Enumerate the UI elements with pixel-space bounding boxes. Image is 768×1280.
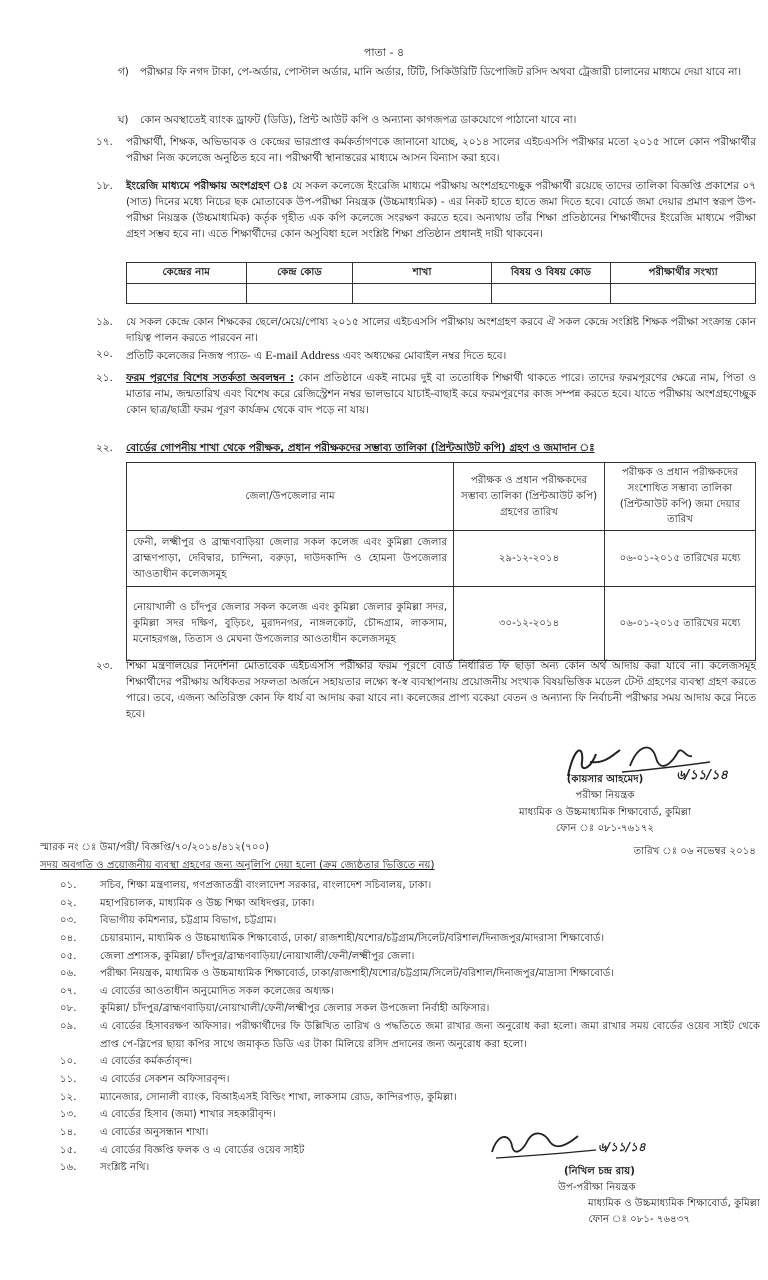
signer-name: (নিখিল চন্দ্র রায়) (564, 1166, 635, 1177)
signer-title: উপ-পরীক্ষা নিয়ন্ত্রক (558, 1182, 636, 1194)
english-medium-table-wrap (126, 262, 756, 304)
item-number: ২০. (96, 348, 113, 360)
item-text: পরীক্ষার্থী, শিক্ষক, অভিভাবক ও কেন্দ্রের ভারপ্রাপ্ত কর্মকর্তাগণকে জানানো যাচ্ছে, ২০১৪ সালের এইচএসসি পরীক্ষার মতো ২০১৫ সালে কোন পরীক্ষার্থীর পরীক্ষা নিজ কলেজে অনুষ্ঠিত হবে না। পরীক্ষার্থী স্থানান্তরের মাধ্যমে আসন বিন্যাস করা হবে। (126, 136, 756, 165)
list-item-number: ০৪. (60, 932, 77, 944)
item-title: ইংরেজি মাধ্যমে পরীক্ষায় অংশগ্রহণ ঃ (126, 180, 289, 192)
table-header: পরীক্ষক ও প্রধান পরীক্ষকদের সম্ভাব্য তালিকা (প্রিন্টআউট কপি) গ্রহণের তারিখ (454, 463, 605, 531)
signer-phone: ফোন ঃ ০৮১- ৭৬৪৩৭ (588, 1214, 690, 1226)
memo-date: তারিখ ঃ ০৬ নভেম্বর ২০১৪ (633, 846, 756, 857)
list-item-number: ০৬. (60, 968, 77, 980)
distribution-list (60, 877, 760, 1177)
table-cell (353, 283, 491, 303)
list-item (60, 965, 760, 983)
item-number: ২৩. (96, 660, 113, 672)
list-item-text: এ বোর্ডের কর্মকর্তাবৃন্দ। (100, 1056, 193, 1068)
item-text: শিক্ষা মন্ত্রণালয়ের নির্দেশনা মোতাবেক এইচএসসি পরীক্ষার ফরম পূরণে বোর্ড নির্ধারিত ফি ছাড়া অন্য কোন অর্থ আদায় করা যাবে না। কলেজসমূহ শিক্ষার্থীদের পরীক্ষায় অধিকতর সফলতা অর্জনে সহায়তার লক্ষ্যে স্ব-স্ব ব্যবস্থাপনায় প্রয়োজনীয় সংখ্যক বিষয়ভিত্তিক মডেল টেস্ট গ্রহণের ব্যবস্থা গ্রহণ করতে পারে। তবে, এজন্য অতিরিক্ত কোন ফি ধার্য বা আদায় করা যাবে না। কলেজের প্রাপ্য বকেয়া বেতন ও অন্যান্য ফি নির্বাচনী পরীক্ষার সময় আদায় করে নিতে হবে। (126, 660, 756, 721)
list-item (60, 1018, 760, 1053)
list-item-number: ০৮. (60, 1003, 77, 1015)
list-item-number: ১২. (60, 1091, 77, 1103)
signature-date: ৬/১১/১৪ (598, 1140, 646, 1154)
table-cell-district: নোয়াখালী ও চাঁদপুর জেলার সকল কলেজ এবং কুমিল্লা জেলার কুমিল্লা সদর, কুমিল্লা সদর দক্ষিণ, বুড়িচং, মুরাদনগর, নাঙ্গলকোট, চৌদ্দগ্রাম, লাকসাম, মনোহরগঞ্জ, তিতাস ও মেঘনা উপজেলার আওতাধীন কলেজসমূহ (127, 587, 454, 661)
table-header: কেন্দ্রের নাম (127, 263, 247, 284)
list-item (60, 1000, 760, 1018)
table-header: বিষয় ও বিষয় কোড (491, 263, 611, 284)
table-header: জেলা/উপজেলার নাম (127, 463, 454, 531)
signer-org: মাধ্যমিক ও উচ্চমাধ্যমিক শিক্ষাবোর্ড, কুমিল্লা (518, 806, 691, 818)
sub-item-gha (118, 112, 758, 128)
table-cell (127, 283, 247, 303)
list-item-text: পরীক্ষা নিয়ন্ত্রক, মাধ্যমিক ও উচ্চমাধ্যমিক শিক্ষাবোর্ড, ঢাকা/রাজশাহী/যশোর/চট্টগ্রাম/সিলেট/বরিশাল/দিনাজপুর/মাদ্রাসা শিক্ষাবোর্ড। (100, 968, 614, 980)
list-item-text: বিভাগীয় কমিশনার, চট্টগ্রাম বিভাগ, চট্টগ্রাম। (100, 915, 277, 927)
list-item-text: এ বোর্ডের সেকশন অফিসারবৃন্দ। (100, 1074, 230, 1086)
item-number: ১৮. (96, 180, 113, 192)
list-item-text: জেলা প্রশাসক, কুমিল্লা/ চাঁদপুর/ব্রাহ্মণবাড়িয়া/নোয়াখালী/ফেনী/লক্ষ্মীপুর জেলা। (100, 950, 415, 962)
item-number: ২১. (96, 372, 113, 384)
signer-org: মাধ্যমিক ও উচ্চমাধ্যমিক শিক্ষাবোর্ড, কুমিল্লা (587, 1198, 760, 1209)
sub-item-text: পরীক্ষার ফি নগদ টাকা, পে-অর্ডার, পোস্টাল অর্ডার, মানি অর্ডার, টিটি, সিকিউরিটি ডিপোজিট রসিদ অথবা ট্রেজারী চালানের মাধ্যমে দেয়া যাবে না। (140, 66, 742, 78)
list-item-text: সংশ্লিষ্ট নথি। (100, 1162, 150, 1174)
list-item-text: এ বোর্ডের অনুসন্ধান শাখা। (100, 1126, 209, 1138)
signer-title: পরীক্ষা নিয়ন্ত্রক (575, 790, 635, 802)
list-item (60, 912, 760, 930)
list-item-number: ১১. (60, 1074, 77, 1086)
list-item-number: ১৫. (60, 1144, 77, 1156)
item-title: বোর্ডের গোপনীয় শাখা থেকে পরীক্ষক, প্রধান পরীক্ষকদের সম্ভাব্য তালিকা (প্রিন্টআউট কপি) গ্রহণ ও জমাদান ঃ (126, 442, 595, 454)
list-item (60, 1089, 760, 1107)
list-item (60, 895, 760, 913)
list-item (60, 1053, 760, 1071)
item-19 (96, 314, 756, 346)
item-22 (96, 440, 756, 456)
list-item-number: ১৪. (60, 1126, 77, 1138)
table-cell (246, 283, 353, 303)
list-item-text: এ বোর্ডের হিসাব (জমা) শাখার সহকারীবৃন্দ। (100, 1109, 276, 1121)
list-item (60, 948, 760, 966)
memo-note: সদয় অবগতি ও প্রয়োজনীয় ব্যবস্থা গ্রহণের জন্য অনুলিপি দেয়া হলো (ক্রম জ্যেষ্ঠতার ভিত্তিতে নয়) (40, 860, 435, 871)
table-cell (611, 283, 756, 303)
list-item-text: ম্যানেজার, সোনালী ব্যাংক, বিআইএসই বিল্ডিং শাখা, লাকসাম রোড, কান্দিরপাড়, কুমিল্লা। (100, 1091, 457, 1103)
item-number: ১৭. (96, 136, 113, 148)
table-header: কেন্দ্র কোড (246, 263, 353, 284)
signer-block-2-org (490, 1196, 760, 1229)
table-cell (491, 283, 611, 303)
table-cell-submit-date: ০৬-০১-২০১৫ তারিখের মধ্যে (605, 531, 756, 587)
item-18 (96, 178, 756, 243)
table-header-row (127, 463, 756, 531)
table-cell-district: ফেনী, লক্ষ্মীপুর ও ব্রাহ্মণবাড়িয়া জেলার সকল কলেজ এবং কুমিল্লা জেলার ব্রাহ্মণপাড়া, দেবিদ্বার, চান্দিনা, বরুড়া, দাউদকান্দি ও হোমনা উপজেলার আওতাধীন কলেজসমূহ (127, 531, 454, 587)
memo-reference: স্মারক নং ঃ উমা/পরী/ বিজ্ঞপ্তি/৭০/২০১৪/৪১২(৭০০) (40, 842, 270, 853)
item-text: যে সকল কেন্দ্রে কোন শিক্ষকের ছেলে/মেয়ে/পোষ্য ২০১৫ সালের এইচএসসি পরীক্ষায় অংশগ্রহণ করবে ঐ সকল কেন্দ্রে সংশ্লিষ্ট শিক্ষক পরীক্ষা সংক্রান্ত কোন দায়িত্ব পালন করতে পারবেন না। (126, 316, 756, 345)
signature-date: ৬/১১/১৪ (676, 768, 728, 783)
sub-item-ga (118, 64, 758, 80)
list-item-number: ০৫. (60, 950, 77, 962)
item-paragraph (126, 346, 756, 365)
list-item-text: এ বোর্ডের হিসাবরক্ষণ অফিসার। পরীক্ষার্থীদের ফি উল্লিখিত তারিখ ও পদ্ধতিতে জমা রাখার জন্য অনুরোধ করা হলো। জমা রাখার সময় বোর্ডের ওয়েব সাইট থেকে প্রাপ্ত পে-স্লিপের ছায়া কপির সাথে জমাকৃত ডিডি এর টাকা মিলিয়ে রসিদ প্রদানের জন্য অনুরোধ করা হলো। (100, 1021, 760, 1050)
signer-name-line (450, 768, 760, 788)
item-paragraph (126, 370, 756, 418)
page-number: পাতা - ৪ (363, 46, 405, 59)
list-item (60, 1106, 760, 1124)
list-item-number: ০১. (60, 880, 77, 891)
list-item (60, 983, 760, 1001)
table-cell-receive-date: ২৯-১২-২০১৪ (454, 531, 605, 587)
item-17 (96, 134, 756, 166)
list-item-number: ০২. (60, 897, 77, 909)
item-text: কোন প্রতিষ্ঠানে একই নামের দুই বা ততোধিক শিক্ষার্থী থাকতে পারে। তাদের ফরমপূরণের ক্ষেত্রে নাম, পিতা ও মাতার নাম, জন্মতারিখ এবং বিশেষ করে রেজিস্ট্রেশন নম্বর ভালভাবে যাচাই-বাছাই করে ফরমপূরণের কাজ সম্পন্ন করতে হবে। যাতে পরীক্ষায় অংশগ্রহণেচ্ছুক কোন ছাত্র/ছাত্রী ফরম পূরণ কার্যক্রম থেকে বাদ পড়ে না যায়। (126, 372, 756, 417)
item-paragraph (126, 178, 756, 243)
list-item-number: ০৩. (60, 915, 77, 927)
list-item-text: এ বোর্ডের বিজ্ঞপ্তি ফলক ও এ বোর্ডের ওয়েব সাইট (100, 1144, 305, 1156)
list-item-number: ১৬. (60, 1162, 77, 1174)
list-item (60, 1142, 760, 1160)
examiner-table (126, 462, 756, 661)
signer-block-2 (546, 1164, 760, 1197)
item-21 (96, 370, 756, 418)
table-row (127, 587, 756, 661)
list-item-text: সচিব, শিক্ষা মন্ত্রণালয়, গণপ্রজাতন্ত্রী বাংলাদেশ সরকার, বাংলাদেশ সচিবালয়, ঢাকা। (100, 880, 432, 891)
english-medium-table (126, 262, 756, 304)
table-header: শাখা (353, 263, 491, 284)
sub-item-text: কোন অবস্থাতেই ব্যাংক ড্রাফট (ডিডি), প্রিন্ট আউট কপি ও অন্যান্য কাগজপত্র ডাকযোগে পাঠানো যাবে না। (140, 114, 577, 126)
table-row (127, 531, 756, 587)
table-header: পরীক্ষার্থীর সংখ্যা (611, 263, 756, 284)
signature-image (486, 1122, 606, 1168)
item-text: যে সকল কলেজে ইংরেজি মাধ্যমে পরীক্ষায় অংশগ্রহণেচ্ছুক পরীক্ষার্থী রয়েছে তাদের তালিকা বিজ্ঞপ্তি প্রকাশের ০৭ (সাত) দিনের মধ্যে নিচের ছক মোতাবেক উপ-পরীক্ষা নিয়ন্ত্রক (উচ্চমাধ্যমিক) - এর নিকট হাতে হাতে জমা দিতে হবে। বোর্ডে জমা দেয়ার প্রমাণ স্বরূপ উপ-পরীক্ষা নিয়ন্ত্রক (উচ্চমাধ্যমিক) কর্তৃক গৃহীত এক কপি কলেজে সংরক্ষণ করতে হবে। অন্যথায় তাঁর শিক্ষা প্রতিষ্ঠানের শিক্ষার্থীদের ইংরেজি মাধ্যমে পরীক্ষা গ্রহণ সম্ভব হবে না। এতে শিক্ষার্থীদের কোন অসুবিধা হলে সংশ্লিষ্ট শিক্ষা প্রতিষ্ঠান প্রধানই দায়ী থাকবেন। (126, 180, 756, 241)
table-header-row (127, 263, 756, 284)
list-item-number: ০৯. (60, 1021, 77, 1033)
item-text: এবং অধ্যক্ষের মোবাইল নম্বর দিতে হবে। (342, 350, 507, 362)
list-item-number: ১৩. (60, 1109, 77, 1121)
list-item-text: এ বোর্ডের আওতাধীন অনুমোদিত সকল কলেজের অধ্যক্ষ। (100, 985, 334, 997)
signer-phone: ফোন ঃ ০৮১-৭৬১৭২ (555, 822, 655, 834)
list-item-text: মহাপরিচালক, মাধ্যমিক ও উচ্চ শিক্ষা অধিদপ্তর, ঢাকা। (100, 897, 315, 909)
item-23 (96, 658, 756, 723)
table-cell-submit-date: ০৬-০১-২০১৫ তারিখের মধ্যে (605, 587, 756, 661)
memo-note-line (40, 858, 758, 874)
table-cell-receive-date: ৩০-১২-২০১৪ (454, 587, 605, 661)
sub-item-number: গ) (118, 66, 129, 78)
table-header: পরীক্ষক ও প্রধান পরীক্ষকদের সংশোধিত সম্ভাব্য তালিকা (প্রিন্টআউট কপি) জমা দেয়ার তারিখ (605, 463, 756, 531)
examiner-table-wrap (126, 462, 756, 661)
list-item-number: ১০. (60, 1056, 77, 1068)
list-item (60, 1071, 760, 1089)
item-number: ১৯. (96, 316, 113, 328)
item-number: ২২. (96, 442, 113, 454)
sub-item-number: ঘ) (118, 114, 129, 126)
table-row (127, 283, 756, 303)
signer-name: (কায়সার আহমেদ) (566, 774, 644, 785)
email-label: E-mail Address (265, 348, 340, 362)
signer-block-1 (450, 768, 760, 837)
list-item-text: কুমিল্লা/ চাঁদপুর/ব্রাহ্মণবাড়িয়া/নোয়াখালী/ফেনী/লক্ষ্মীপুর জেলার সকল উপজেলা নির্বাহী অফিসার। (100, 1003, 490, 1015)
item-title: ফরম পূরণের বিশেষ সতর্কতা অবলম্বন : (126, 372, 295, 384)
list-item (60, 1124, 760, 1142)
item-20 (96, 346, 756, 365)
item-text: প্রতিটি কলেজের নিজস্ব প্যাড- এ (126, 350, 262, 362)
list-item-text: চেয়ারম্যান, মাধ্যমিক ও উচ্চমাধ্যমিক শিক্ষাবোর্ড, ঢাকা/ রাজশাহী/যশোর/চট্টগ্রাম/সিলেট/বরিশাল/দিনাজপুর/মাদরাসা শিক্ষাবোর্ড। (100, 932, 605, 944)
list-item-number: ০৭. (60, 985, 77, 997)
list-item (60, 877, 760, 895)
list-item (60, 930, 760, 948)
